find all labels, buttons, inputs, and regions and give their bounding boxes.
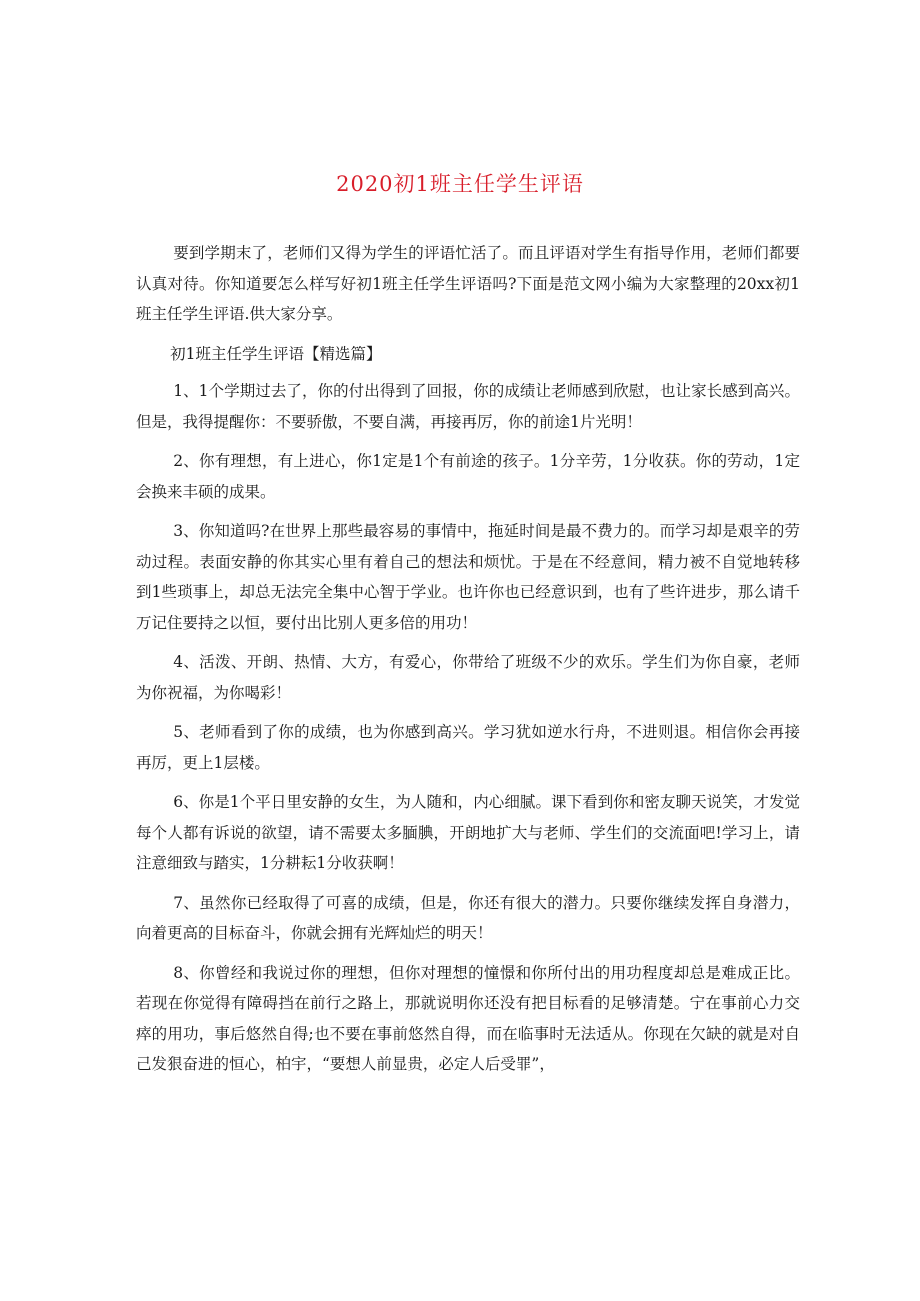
comment-item-1: 1、1个学期过去了，你的付出得到了回报，你的成绩让老师感到欣慰，也让家长感到高兴。但是，我得提醒你：不要骄傲，不要自满，再接再厉，你的前途1片光明！: [136, 382, 800, 431]
document-title: 2020初1班主任学生评语: [336, 172, 584, 196]
comment-item-2: 2、你有理想，有上进心，你1定是1个有前途的孩子。1分辛劳，1分收获。你的劳动，1定会换来丰硕的成果。: [136, 452, 800, 501]
comment-item-8: 8、你曾经和我说过你的理想，但你对理想的憧憬和你所付出的用功程度却总是难成正比。若现在你觉得有障碍挡在前行之路上，那就说明你还没有把目标看的足够清楚。宁在事前心力交瘁的用功，事后悠然自得;也不要在事前悠然自得，而在临事时无法适从。你现在欠缺的就是对自己发狠奋进的恒心，柏宇，“要想人前显贵，必定人后受罪”，: [136, 963, 800, 1073]
comment-item-4: 4、活泼、开朗、热情、大方，有爱心，你带给了班级不少的欢乐。学生们为你自豪，老师为你祝福，为你喝彩！: [136, 653, 800, 702]
comment-item-7: 7、虽然你已经取得了可喜的成绩，但是，你还有很大的潜力。只要你继续发挥自身潜力，向着更高的目标奋斗，你就会拥有光辉灿烂的明天！: [136, 893, 800, 942]
comment-item-5: 5、老师看到了你的成绩，也为你感到高兴。学习犹如逆水行舟，不进则退。相信你会再接再厉，更上1层楼。: [136, 723, 800, 772]
comment-item-3: 3、你知道吗?在世界上那些最容易的事情中，拖延时间是最不费力的。而学习却是艰辛的劳动过程。表面安静的你其实心里有着自己的想法和烦忧。于是在不经意间，精力被不自觉地转移到1些琐事上，却总无法完全集中心智于学业。也许你也已经意识到，也有了些许进步，那么请千万记住要持之以恒，要付出比别人更多倍的用功！: [136, 522, 800, 632]
comment-item-6: 6、你是1个平日里安静的女生，为人随和，内心细腻。课下看到你和密友聊天说笑，才发觉每个人都有诉说的欲望，请不需要太多腼腆，开朗地扩大与老师、学生们的交流面吧!学习上，请注意细致与踏实，1分耕耘1分收获啊！: [136, 793, 800, 872]
intro-paragraph: 要到学期末了，老师们又得为学生的评语忙活了。而且评语对学生有指导作用，老师们都要认真对待。你知道要怎么样写好初1班主任学生评语吗?下面是范文网小编为大家整理的20xx初1班主任学生评语.供大家分享。: [136, 244, 800, 323]
section-subheading: 初1班主任学生评语【精选篇】: [170, 344, 382, 363]
document-body: [136, 238, 800, 1089]
